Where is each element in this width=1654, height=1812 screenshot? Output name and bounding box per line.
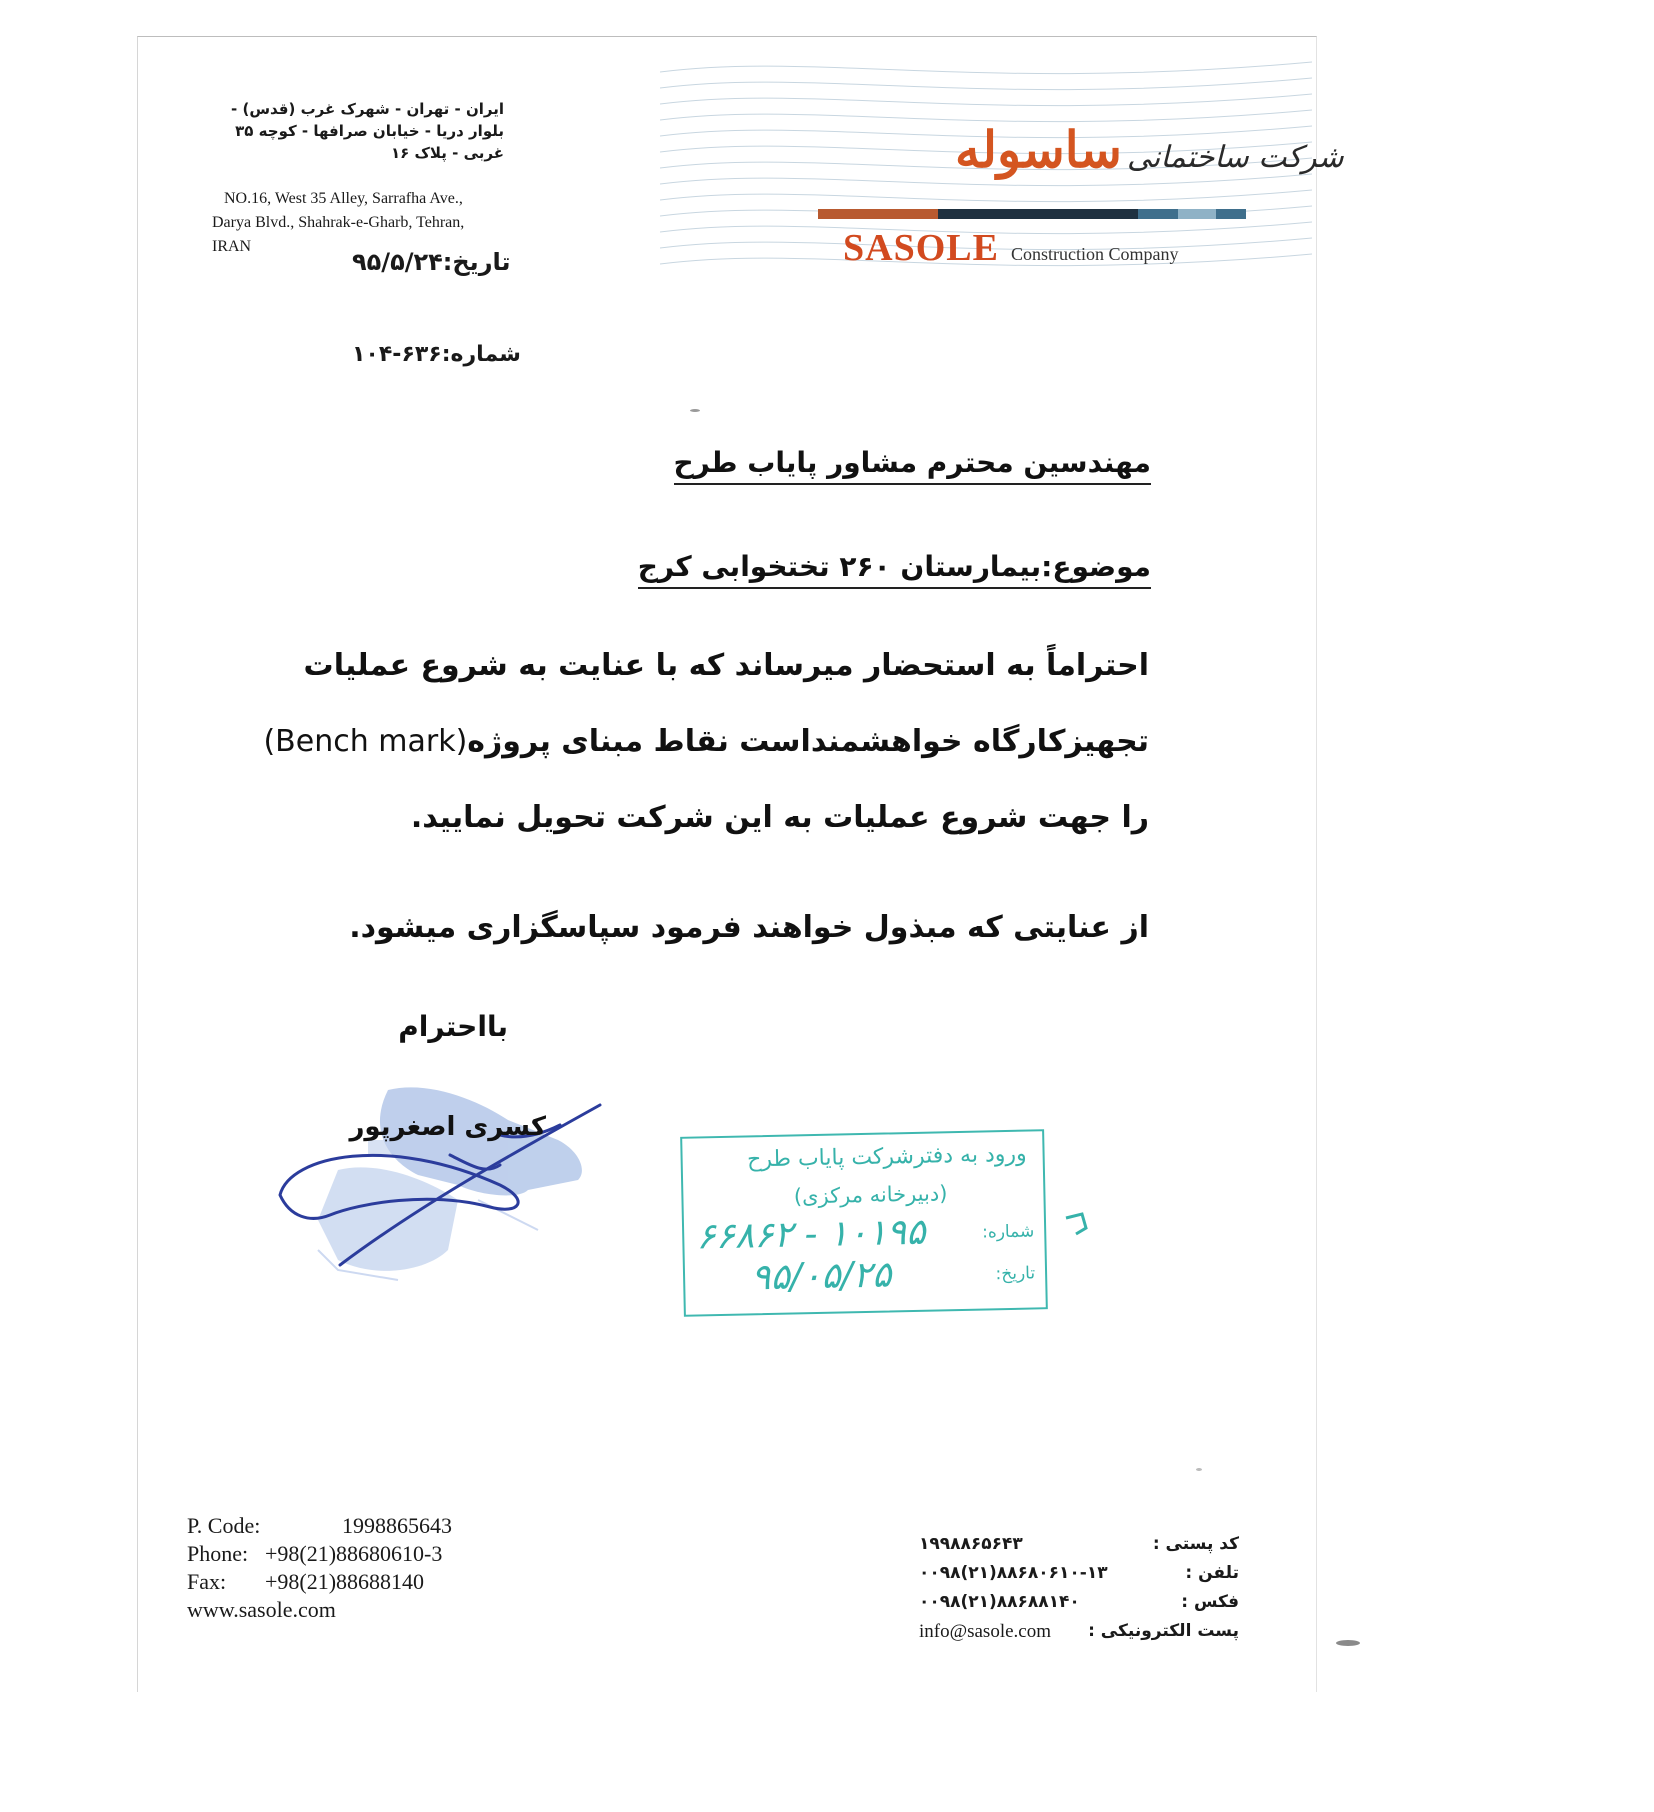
address-persian (214, 98, 504, 164)
footer-fa-fax-label: فکس : (1181, 1592, 1239, 1612)
letter-date: تاریخ:۹۵/۵/۲۴ (352, 248, 511, 276)
logo-brand-english: SASOLE (843, 227, 999, 269)
logo-bar-dark (938, 209, 1138, 219)
address-persian-line-1: ایران - تهران - شهرک غرب (قدس) - (231, 100, 504, 118)
scan-speck (690, 409, 700, 412)
footer-postcode-value: 1998865643 (342, 1513, 452, 1538)
footer-fax-label: Fax: (187, 1569, 227, 1594)
footer-fa-postcode-value: ۱۹۹۸۸۶۵۶۴۳ (919, 1534, 1023, 1554)
footer-fax-row (187, 1568, 425, 1596)
address-persian-line-2: بلوار دریا - خیابان صرافها - کوچه ۳۵ (235, 122, 504, 140)
receipt-stamp (680, 1129, 1048, 1317)
logo-bar-blue (1138, 209, 1178, 219)
footer-contact-persian (919, 1530, 1239, 1646)
logo-subtitle: Construction Company (1010, 244, 1179, 264)
footer-postcode-row (187, 1512, 452, 1540)
address-english-line-2: Darya Blvd., Shahrak-e-Gharb, Tehran, (212, 214, 465, 231)
scan-speck (1196, 1468, 1202, 1471)
stamp-date-value: ۹۵/۰۵/۲۵ (750, 1254, 892, 1299)
stamp-side-mark (1062, 1210, 1090, 1238)
logo-bar-orange (818, 209, 938, 219)
address-english-line-3: IRAN (212, 238, 252, 255)
letter-body-line-1: احتراماً به استحضار میرساند که با عنایت به شروع عملیات (303, 648, 1149, 683)
footer-fa-email-value: info@sasole.com (919, 1621, 1051, 1642)
letter-body-line-2 (263, 724, 1149, 759)
footer-fa-phone-value: ۰۰۹۸(۲۱)۸۸۶۸۰۶۱۰-۱۳ (919, 1563, 1108, 1583)
footer-fa-fax-value: ۰۰۹۸(۲۱)۸۸۶۸۸۱۴۰ (919, 1592, 1080, 1612)
footer-fa-phone-label: تلفن : (1185, 1563, 1239, 1583)
footer-website: www.sasole.com (187, 1597, 336, 1622)
logo-prefix: شرکت ساختمانی (1127, 140, 1344, 175)
stamp-line-1: ورود به دفترشرکت پایاب طرح (746, 1141, 1027, 1173)
footer-phone-row (187, 1540, 443, 1568)
scan-speck (1336, 1640, 1360, 1646)
footer-phone-label: Phone: (187, 1541, 249, 1566)
address-english-line-1: NO.16, West 35 Alley, Sarrafha Ave., (224, 190, 463, 207)
stamp-number-value: ۱۰۱۹۵ - ۶۶۸۶۲ (695, 1211, 926, 1258)
stamp-date-label: تاریخ: (995, 1263, 1036, 1285)
footer-fa-phone-row (919, 1559, 1239, 1588)
logo-brand-persian: ساسوله (955, 120, 1122, 179)
logo-bar-blue-end (1216, 209, 1246, 219)
address-persian-line-3: غربی - پلاک ۱۶ (391, 144, 504, 162)
footer-contact-english (187, 1512, 452, 1624)
letter-number: شماره:۶۳۶-۱۰۴ (352, 342, 521, 367)
company-logo-persian (955, 120, 1344, 179)
closing-regards: بااحترام (398, 1010, 508, 1043)
logo-bar-light (1178, 209, 1216, 219)
footer-fa-fax-row (919, 1588, 1239, 1617)
footer-fa-postcode-label: کد پستی : (1152, 1534, 1239, 1554)
company-logo-english (843, 226, 1178, 270)
letter-recipient: مهندسین محترم مشاور پایاب طرح (674, 446, 1152, 485)
footer-postcode-label: P. Code: (187, 1513, 261, 1538)
footer-fa-email-row (919, 1617, 1239, 1646)
footer-website-row (187, 1596, 336, 1624)
letter-body-line-4: از عنایتی که مبذول خواهند فرمود سپاسگزاری میشود. (349, 910, 1149, 945)
stamp-number-label: شماره: (981, 1221, 1035, 1243)
letter-subject: موضوع:بیمارستان ۲۶۰ تختخوابی کرج (638, 550, 1151, 589)
footer-fa-email-label: پست الکترونیکی : (1088, 1621, 1239, 1641)
letter-body-line-3: را جهت شروع عملیات به این شرکت تحویل نمایید. (410, 800, 1149, 835)
letter-body-line-2-latin: (Bench mark) (263, 724, 468, 759)
footer-fa-postcode-row (919, 1530, 1239, 1559)
letter-body-line-2-text: تجهیزکارگاه خواهشمنداست نقاط مبنای پروژه (467, 724, 1149, 759)
letter-sheet (137, 36, 1317, 1692)
footer-fax-value: +98(21)88688140 (265, 1569, 425, 1594)
logo-color-bar (818, 209, 1246, 219)
stamp-line-2: (دبیرخانه مرکزی) (793, 1181, 948, 1209)
footer-phone-value: +98(21)88680610-3 (265, 1541, 443, 1566)
signer-name: کسری اصغرپور (349, 1112, 546, 1142)
